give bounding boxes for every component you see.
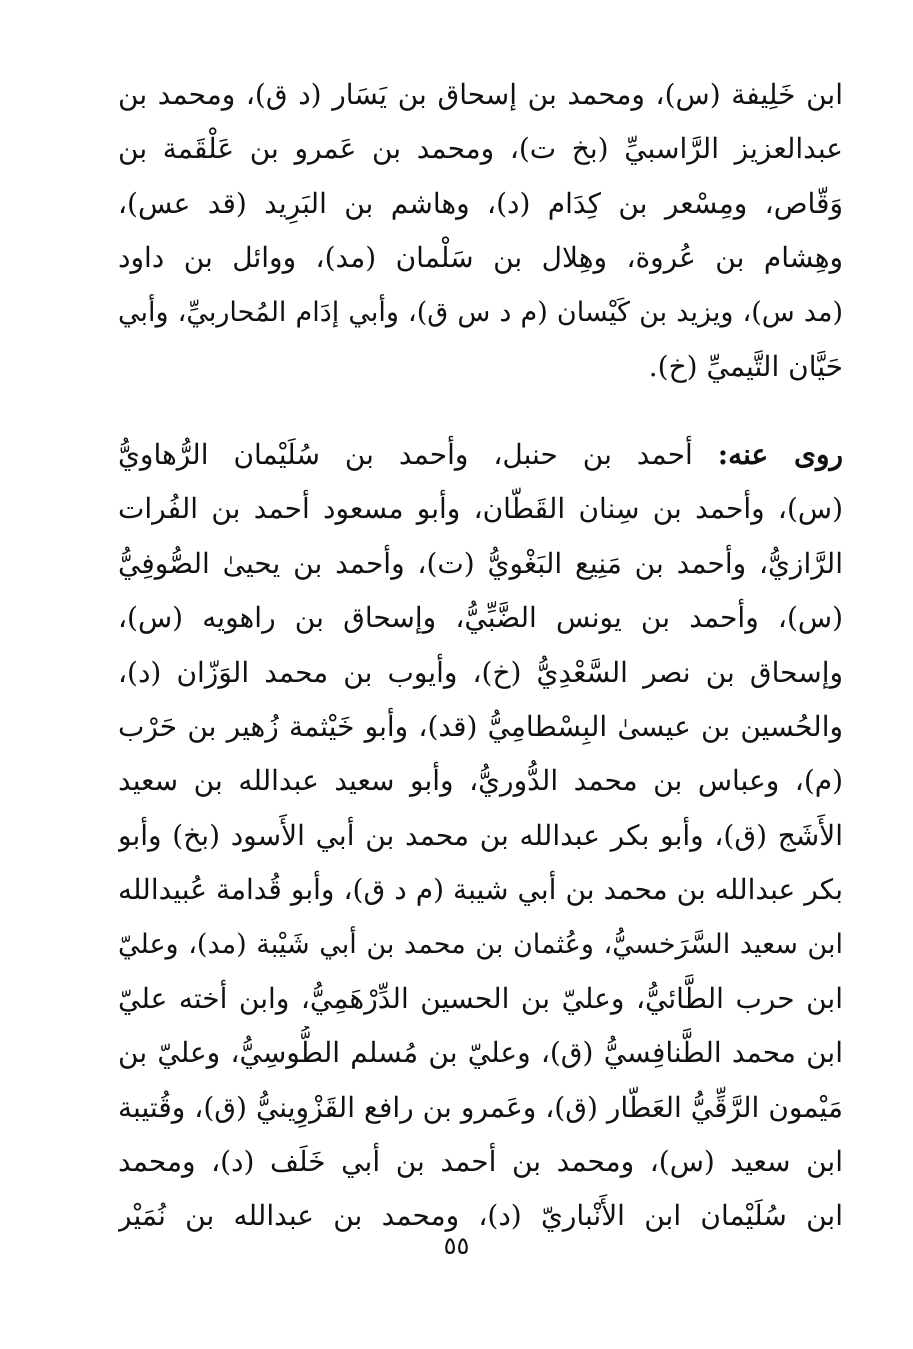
text-line: ابن سعيد (س)، ومحمد بن أحمد بن أبي خَلَف (د)، ومحمد [118, 1145, 843, 1179]
text-line: ابن محمد الطَّنافِسيُّ (ق)، وعليّ بن مُسلم الطُّوسِيُّ، وعليّ بن [118, 1036, 843, 1070]
paragraph-transmitted-from-him [118, 428, 843, 1244]
text-line: ابن سُلَيْمان ابن الأَنْباريّ (د)، ومحمد بن عبدالله بن نُمَيْر [118, 1199, 843, 1233]
page-number: ٥٥ [443, 1232, 470, 1260]
text-line: (س)، وأحمد بن سِنان القَطّان، وأبو مسعود أحمد بن الفُرات [118, 492, 843, 526]
text-line: (س)، وأحمد بن يونس الضَّبِّيُّ، وإسحاق بن راهويه (س)، [118, 601, 843, 635]
text-segment: أحمد بن حنبل، وأحمد بن سُلَيْمان الرُّهاويُّ [118, 438, 718, 471]
text-line: (مد س)، ويزيد بن كَيْسان (م د س ق)، وأبي إدَام المُحاربيِّ، وأبي [118, 296, 843, 328]
text-line: الرَّازيُّ، وأحمد بن مَنِيع البَغْويُّ (ت)، وأحمد بن يحيىٰ الصُّوفِيُّ [118, 546, 843, 580]
text-line: مَيْمون الرَّقِّيُّ العَطّار (ق)، وعَمرو بن رافع القَزْوِينيُّ (ق)، وقُتيبة [118, 1090, 843, 1124]
text-line: وَقّاص، ومِسْعر بن كِدَام (د)، وهاشم بن البَرِيد (قد عس)، [118, 186, 843, 220]
text-line: الأَشَج (ق)، وأبو بكر عبدالله بن محمد بن أبي الأَسود (بخ) وأبو [118, 818, 843, 852]
text-line: وهِشام بن عُروة، وهِلال بن سَلْمان (مد)، ووائل بن داود [118, 241, 843, 275]
text-line: بكر عبدالله بن محمد بن أبي شيبة (م د ق)، وأبو قُدامة عُبيدالله [118, 873, 843, 907]
text-line: والحُسين بن عيسىٰ البِسْطامِيُّ (قد)، وأبو خَيْثمة زُهير بن حَرْب [118, 709, 843, 743]
text-line: عبدالعزيز الرَّاسبيِّ (بخ ت)، ومحمد بن عَمرو بن عَلْقَمة بن [118, 132, 843, 166]
text-line: ابن سعيد السَّرَخسيُّ، وعُثمان بن محمد بن أبي شَيْبة (مد)، وعليّ [118, 928, 843, 960]
paragraph-narrators [118, 68, 843, 394]
text-line-first [118, 428, 843, 482]
text-line: (م)، وعباس بن محمد الدُّوريُّ، وأبو سعيد عبدالله بن سعيد [118, 764, 843, 798]
text-line: ابن خَلِيفة (س)، ومحمد بن إسحاق بن يَسَار (د ق)، ومحمد بن [118, 78, 843, 111]
text-line: وإسحاق بن نصر السَّعْدِيُّ (خ)، وأيوب بن محمد الوَزّان (د)، [118, 655, 843, 689]
text-line: حَيَّان التَّيميِّ (خ). [648, 349, 843, 383]
section-lead: روى عنه: [717, 438, 843, 471]
text-line: ابن حرب الطَّائيُّ، وعليّ بن الحسين الدِّرْهَمِيُّ، وابن أخته عليّ [118, 981, 843, 1015]
